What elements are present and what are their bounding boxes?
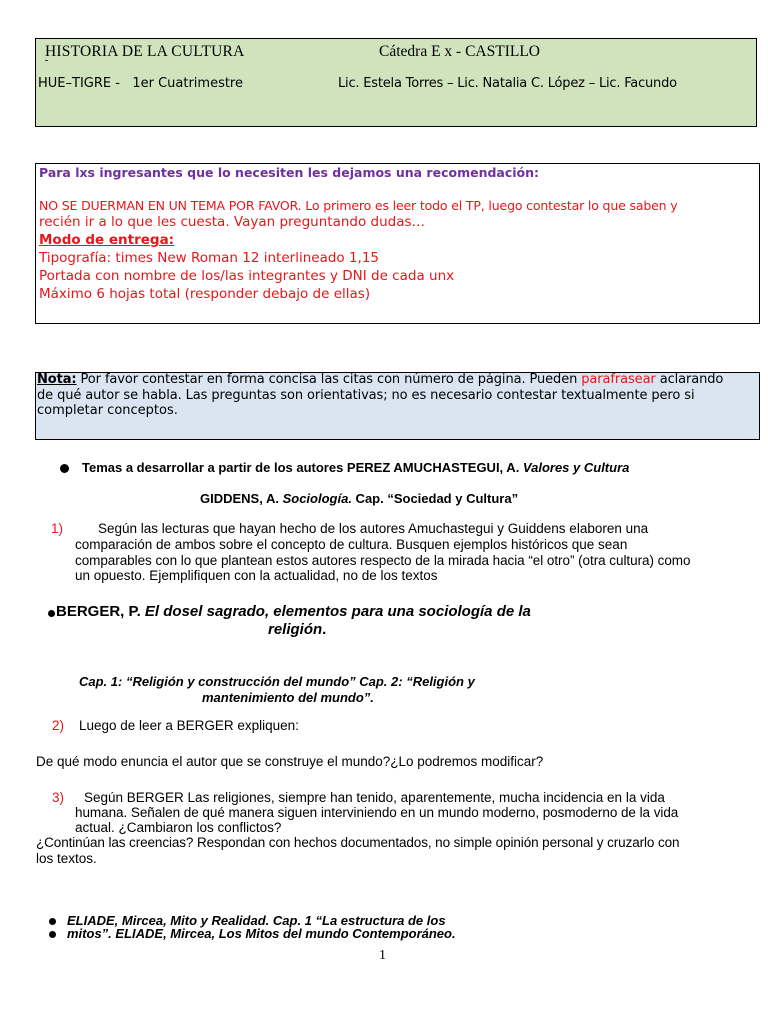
bullet-icon [60, 464, 69, 473]
q3-line-1: Según BERGER Las religiones, siempre han tenido, aparentemente, mucha incidencia en la vida [84, 790, 665, 805]
q3-line-2: humana. Señalen de qué manera siguen interviniendo en un mundo moderno, posmoderno de la vida [75, 805, 679, 820]
q3-line-3: actual. ¿Cambiaron los conflictos? [75, 820, 282, 835]
berger-line-2 [268, 621, 326, 638]
course-title: HISTORIA DE LA CULTURA [45, 43, 245, 60]
bullet-icon [49, 931, 56, 938]
berger-author: BERGER, P. [56, 603, 145, 620]
bullet-icon [48, 610, 55, 617]
delivery-item: Máximo 6 hojas total (responder debajo de ellas) [39, 286, 371, 302]
topics-book-title-2: Sociología. [282, 491, 352, 506]
berger-period: . [322, 621, 327, 638]
eliade-line-2: mitos”. ELIADE, Mircea, Los Mitos del mundo Contemporáneo. [67, 926, 456, 941]
eliade-line-1: ELIADE, Mircea, Mito y Realidad. Cap. 1 “La estructura de los [67, 913, 446, 928]
nota-text: Por favor contestar en forma concisa las citas con número de página. Pueden [76, 372, 582, 387]
nota-line-3: completar conceptos. [37, 403, 178, 418]
q2-text: Luego de leer a BERGER expliquen: [79, 718, 299, 733]
site-term: HUE–TIGRE - 1er Cuatrimestre [38, 76, 243, 91]
q1-line-2: comparación de ambos sobre el concepto de cultura. Busquen ejemplos históricos que sean [75, 537, 628, 552]
q1-line-1: Según las lecturas que hayan hecho de los autores Amuchastegui y Guiddens elaboren una [98, 521, 649, 536]
topics-author-giddens: GIDDENS, A. [200, 491, 283, 506]
topics-authors: Temas a desarrollar a partir de los autores PEREZ AMUCHASTEGUI, A. [82, 460, 523, 475]
delivery-item: Portada con nombre de los/las integrantes y DNI de cada unx [39, 268, 455, 284]
q3-line-5: los textos. [36, 851, 97, 866]
berger-caps-line-1: Cap. 1: “Religión y construcción del mundo” Cap. 2: “Religión y [79, 674, 475, 689]
q1-line-3: comparables con lo que plantean estos autores respecto de la mirada hacia “el otro” (otra cultura) como [75, 553, 691, 568]
delivery-heading: Modo de entrega: [39, 232, 175, 248]
topics-chapter: Cap. “Sociedad y Cultura” [351, 491, 519, 506]
berger-line-1 [56, 603, 531, 620]
nota-line-1 [37, 372, 723, 387]
delivery-item: Tipografía: times New Roman 12 interlineado 1,15 [39, 250, 380, 266]
question-number: 3) [52, 790, 65, 805]
berger-book-title: El dosel sagrado, elementos para una sociología de la [144, 603, 531, 620]
question-number: 1) [51, 521, 64, 536]
professors: Lic. Estela Torres – Lic. Natalia C. López – Lic. Facundo [338, 76, 677, 91]
page-number: 1 [379, 948, 386, 963]
question-number: 2) [52, 718, 65, 733]
nota-text-end: aclarando [655, 372, 724, 387]
bullet-icon [49, 918, 56, 925]
catedra-label: Cátedra E x - CASTILLO [379, 43, 540, 60]
topics-book-title: Valores y Cultura [522, 460, 630, 475]
topics-line-1 [82, 460, 629, 475]
underline-mark [45, 60, 48, 61]
berger-book-title-end: religión [268, 621, 323, 638]
q3-line-4: ¿Continúan las creencias? Respondan con hechos documentados, no simple opinión personal y cruzarlo con [36, 835, 680, 850]
q2-followup: De qué modo enuncia el autor que se construye el mundo?¿Lo podremos modificar? [36, 754, 544, 769]
berger-caps-line-2: mantenimiento del mundo”. [202, 690, 374, 705]
nota-label: Nota: [37, 372, 77, 387]
advice-line-1: NO SE DUERMAN EN UN TEMA POR FAVOR. Lo primero es leer todo el TP, luego contestar lo que saben y [39, 198, 678, 213]
advice-line-2: recién ir a lo que les cuesta. Vayan preguntando dudas… [39, 214, 426, 230]
recommendation-intro: Para lxs ingresantes que lo necesiten les dejamos una recomendación: [39, 165, 540, 180]
nota-highlight: parafrasear [581, 372, 656, 387]
nota-line-2: de qué autor se habla. Las preguntas son orientativas; no es necesario contestar textualmente pero si [37, 388, 695, 403]
topics-line-2 [200, 491, 518, 506]
q1-line-4: un opuesto. Ejemplifiquen con la actualidad, no de los textos [75, 568, 438, 583]
